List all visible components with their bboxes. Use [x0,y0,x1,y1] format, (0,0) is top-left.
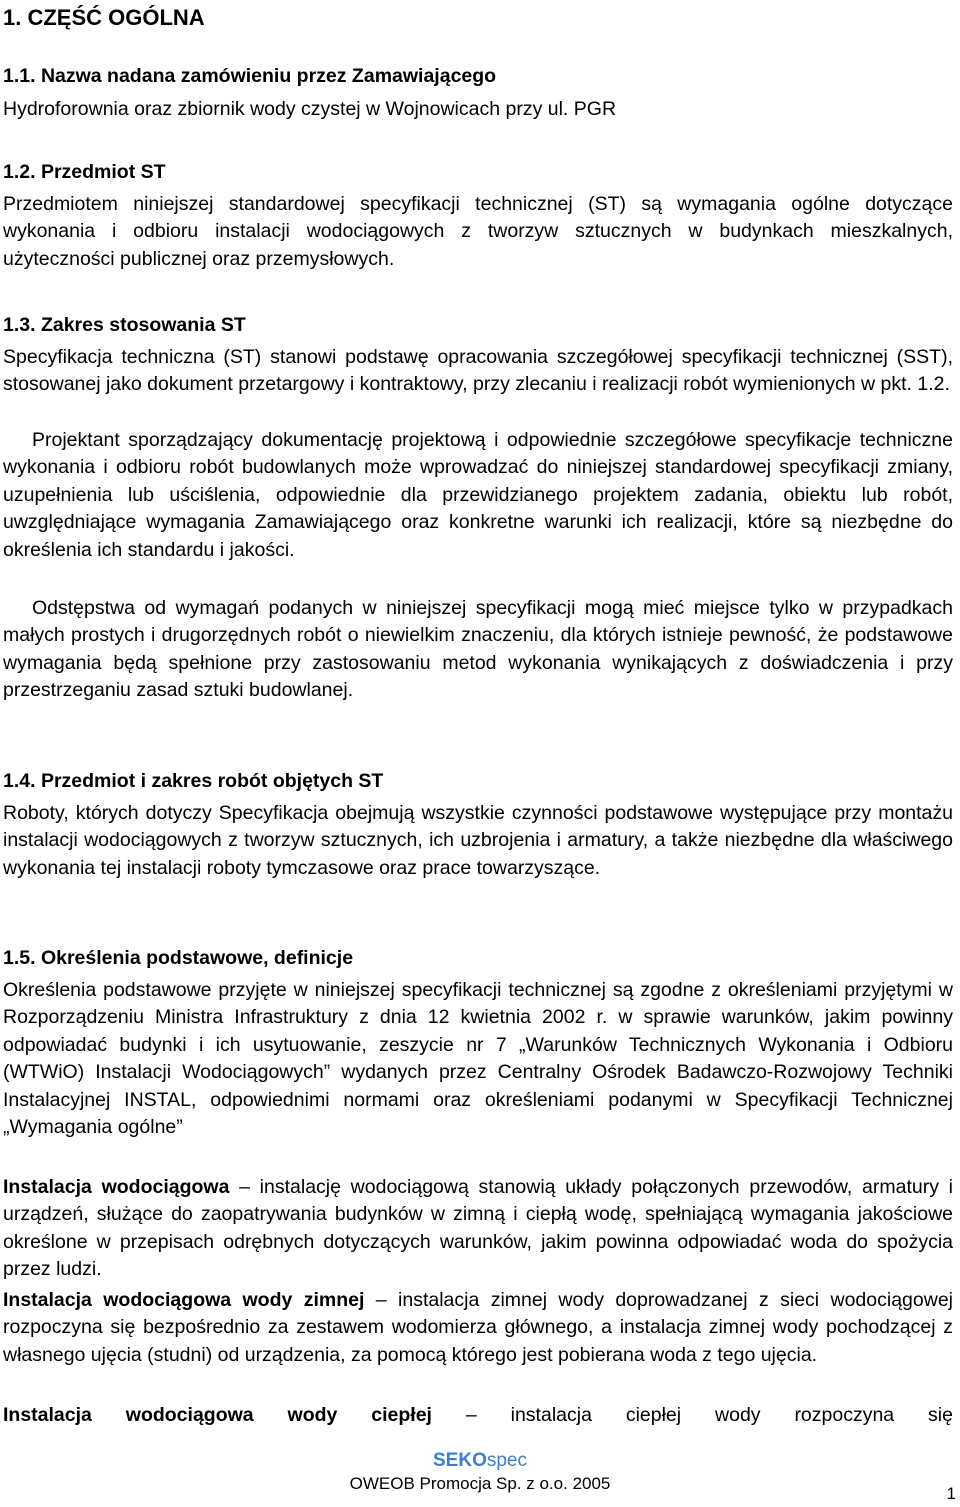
definition-3-text: – instalacja ciepłej wody rozpoczyna się [431,1404,953,1426]
definition-2 [3,1287,953,1369]
section-heading: 1. CZĘŚĆ OGÓLNA [3,5,205,30]
subsection-title-1-1: 1.1. Nazwa nadana zamówieniu przez Zamawiającego [3,65,497,87]
subsection-title-1-3: 1.3. Zakres stosowania ST [3,314,246,336]
subsection-text-1-4: Roboty, których dotyczy Specyfikacja obejmują wszystkie czynności podstawowe występujące przy montażu instalacji wodociągowych z tworzyw sztucznych, ich uzbrojenia i armatury, a także niezbędne dla właściwego wykonania tej instalacji roboty tymczasowe oraz prace towarzyszące. [3,802,953,879]
logo-spec: spec [486,1450,527,1471]
footer-company: OWEOB Promocja Sp. z o.o. 2005 [349,1474,611,1493]
subsection-text-1-1: Hydroforownia oraz zbiornik wody czystej w Wojnowicach przy ul. PGR [3,98,617,120]
paragraph-1-3-c: Odstępstwa od wymagań podanych w niniejszej specyfikacji mogą mieć miejsce tylko w przypadkach małych prostych i drugorzędnych robót o niewielkim znaczeniu, dla których istnieje pewność, że podstawowe wymagania będą spełnione przy zastosowaniu metod wykonania wynikających z doświadczenia i przy przestrzeganiu zasad sztuki budowlanej. [3,597,953,702]
definition-1-term: Instalacja wodociągowa [3,1176,230,1198]
definition-1 [3,1174,953,1284]
logo-seko: SEKO [433,1450,487,1471]
definition-1-text: – instalację wodociągową stanowią układy połączonych przewodów, armatury i urządzeń, służące do zaopatrywania budynków w zimną i ciepłą wodę, spełniającą wymagania jakościowe określone w przepisach odrębnych dotyczących warunków, jakim powinna odpowiadać woda do spożycia przez ludzi. [3,1176,953,1281]
definition-3 [3,1402,953,1429]
definition-2-term: Instalacja wodociągowa wody zimnej [3,1289,365,1311]
footer-logo [0,1450,960,1472]
subsection-text-1-5: Określenia podstawowe przyjęte w niniejszej specyfikacji technicznej są zgodne z określeniami przyjętymi w Rozporządzeniu Ministra Infrastruktury z dnia 12 kwietnia 2002 r. w sprawie warunków, jakim powinny odpowiadać budynki i ich usytuowanie, zeszycie nr 7 „Warunków Technicznych Wykonania i Odbioru (WTWiO) Instalacji Wodociągowych” wydanych przez Centralny Ośrodek Badawczo-Rozwojowy Techniki Instalacyjnej INSTAL, odpowiednimi normami oraz określeniami podanymi w Specyfikacji Technicznej „Wymagania ogólne” [3,979,953,1139]
paragraph-1-3-b: Projektant sporządzający dokumentację projektową i odpowiednie szczegółowe specyfikacje techniczne wykonania i odbioru robót budowlanych może wprowadzać do niniejszej standardowej specyfikacji zmiany, uzupełnienia lub uściślenia, odpowiednie dla przewidzianego projektem zadania, obiektu lub robót, uwzględniające wymagania Zamawiającego oraz konkretne warunki ich realizacji, które są niezbędne do określenia ich standardu i jakości. [3,429,953,561]
subsection-title-1-4: 1.4. Przedmiot i zakres robót objętych ST [3,770,384,792]
subsection-title-1-2: 1.2. Przedmiot ST [3,161,166,183]
definition-3-term: Instalacja wodociągowa wody ciepłej [3,1404,432,1426]
definition-2-text: – instalacja zimnej wody doprowadzanej z sieci wodociągowej rozpoczyna się bezpośrednio za zestawem wodomierza głównego, a instalacja zimnej wody pochodzącej z własnego ujęcia (studni) od urządzenia, za pomocą którego jest pobierana woda z tego ujęcia. [3,1289,954,1366]
subsection-text-1-2: Przedmiotem niniejszej standardowej specyfikacji technicznej (ST) są wymagania ogólne dotyczące wykonania i odbioru instalacji wodociągowych z tworzyw sztucznych w budynkach mieszkalnych, użyteczności publicznej oraz przemysłowych. [3,193,953,270]
subsection-title-1-5: 1.5. Określenia podstawowe, definicje [3,947,354,969]
page-number: 1 [946,1484,956,1503]
paragraph-1-3-a: Specyfikacja techniczna (ST) stanowi podstawę opracowania szczegółowej specyfikacji technicznej (SST), stosowanej jako dokument przetargowy i kontraktowy, przy zlecaniu i realizacji robót wymienionych w pkt. 1.2. [3,346,953,396]
